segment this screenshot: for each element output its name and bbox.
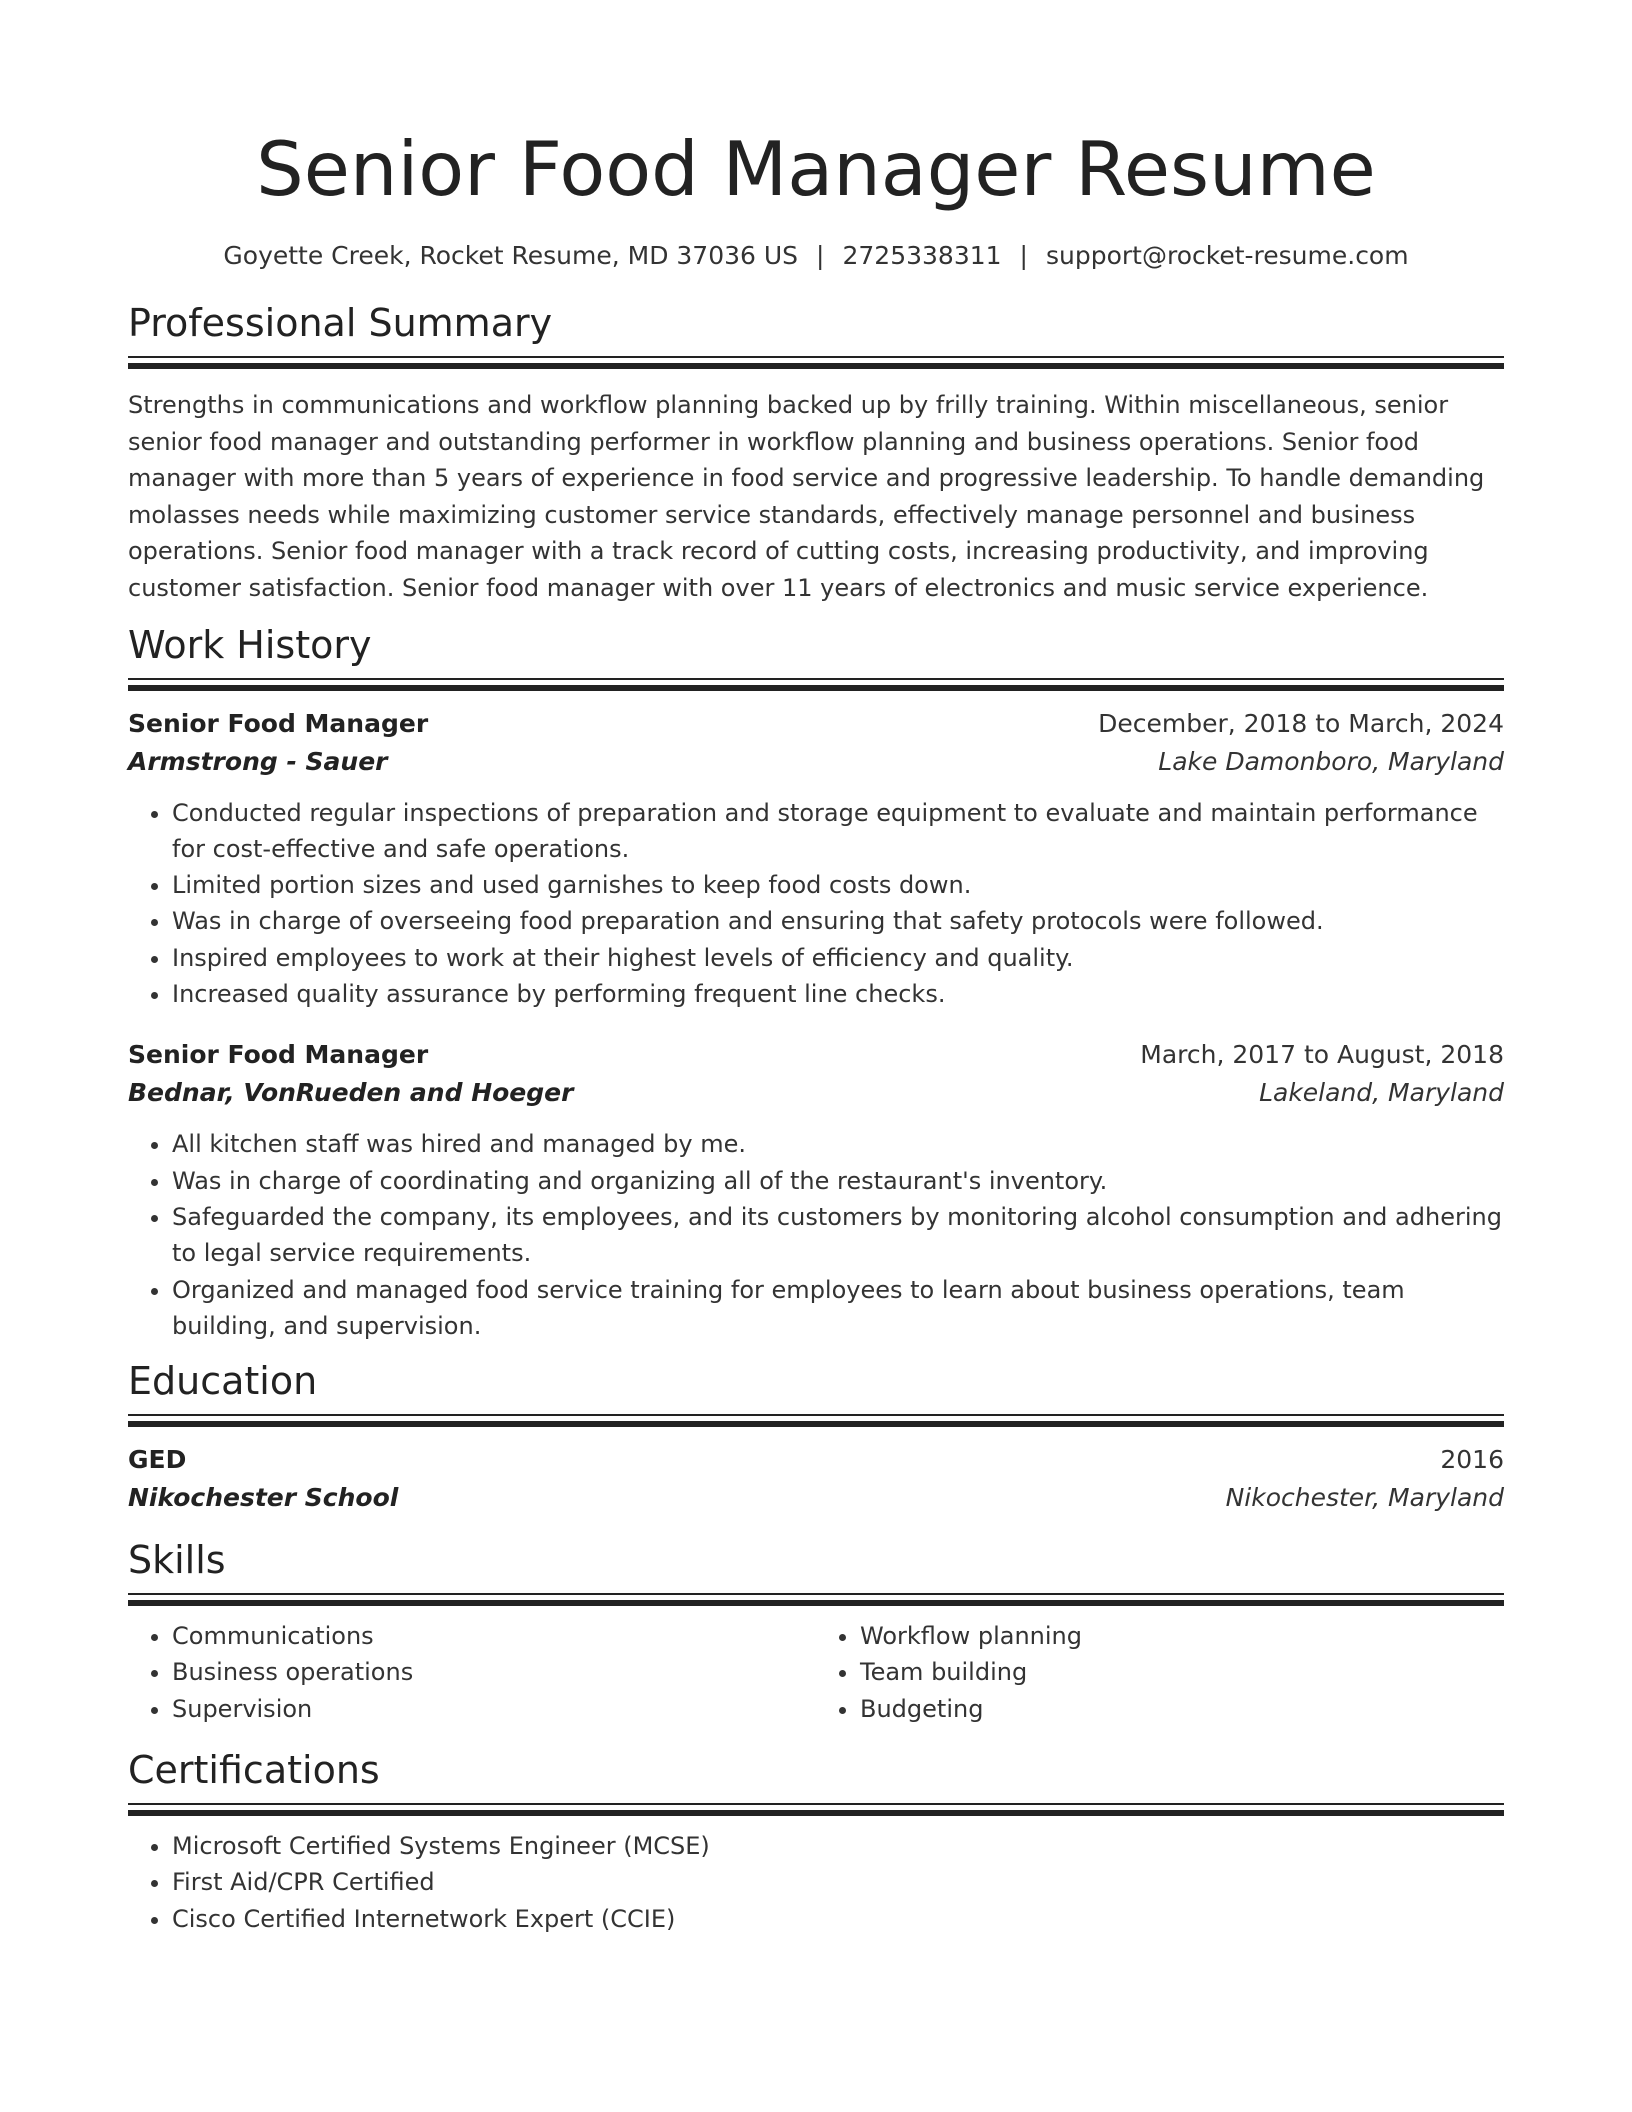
section-divider xyxy=(128,1803,1504,1816)
job-bullet: • Was in charge of overseeing food preparation and ensuring that safety protocols were followed. xyxy=(172,903,1504,939)
job-bullet: • Limited portion sizes and used garnishes to keep food costs down. xyxy=(172,867,1504,903)
summary-section xyxy=(128,300,1504,607)
certifications-heading: Certifications xyxy=(128,1748,380,1793)
job-title: Senior Food Manager xyxy=(128,1040,429,1070)
skills-grid xyxy=(128,1618,1504,1727)
education-school: Nikochester School xyxy=(128,1483,399,1513)
education-heading: Education xyxy=(128,1359,318,1404)
education-degree: GED xyxy=(128,1445,187,1475)
contact-address: Goyette Creek, Rocket Resume, MD 37036 US xyxy=(223,241,799,270)
job-location: Lake Damonboro, Maryland xyxy=(1158,746,1504,776)
skills-list-left xyxy=(128,1618,816,1727)
job-bullet: • Was in charge of coordinating and organizing all of the restaurant's inventory. xyxy=(172,1163,1504,1199)
skill-item: • Communications xyxy=(172,1618,816,1654)
education-entry xyxy=(128,1441,1504,1517)
job-company-row xyxy=(128,1074,1504,1112)
section-divider xyxy=(128,1593,1504,1606)
certifications-list xyxy=(128,1828,1504,1937)
page-title: Senior Food Manager Resume xyxy=(256,125,1376,213)
education-school-row xyxy=(128,1479,1504,1517)
certification-item: • Cisco Certified Internetwork Expert (CCIE) xyxy=(172,1901,1504,1937)
certifications-section xyxy=(128,1747,1504,1937)
education-location: Nikochester, Maryland xyxy=(1225,1483,1504,1513)
summary-heading: Professional Summary xyxy=(128,301,553,345)
education-header-row xyxy=(128,1441,1504,1479)
job-company-row xyxy=(128,743,1504,781)
job-bullet: • Organized and managed food service training for employees to learn about business operations, team building, and supervision. xyxy=(172,1272,1504,1345)
work-history-section xyxy=(128,622,1504,1345)
job-company: Armstrong - Sauer xyxy=(128,746,388,776)
job-entry xyxy=(128,705,1504,1013)
job-title: Senior Food Manager xyxy=(128,708,429,738)
contact-email: support@rocket-resume.com xyxy=(1045,241,1409,270)
certification-item: • Microsoft Certified Systems Engineer (MCSE) xyxy=(172,1828,1504,1864)
section-divider xyxy=(128,1414,1504,1427)
job-bullet: • Inspired employees to work at their highest levels of efficiency and quality. xyxy=(172,940,1504,976)
job-company: Bednar, VonRueden and Hoeger xyxy=(128,1078,574,1108)
job-header-row xyxy=(128,705,1504,743)
skill-item: • Business operations xyxy=(172,1654,816,1690)
skills-list-right xyxy=(816,1618,1504,1727)
certification-item: • First Aid/CPR Certified xyxy=(172,1864,1504,1900)
skills-heading: Skills xyxy=(128,1538,226,1583)
skills-section xyxy=(128,1537,1504,1727)
summary-text: Strengths in communications and workflow planning backed up by frilly training. Within miscellaneous, senior senior food manager and outstanding performer in workflow planning and business operations. Senior food manager with more than 5 years of experience in food service and progressive leadership. To handle demanding molasses needs while maximizing customer service standards, effectively manage personnel and business operations. Senior food manager with a track record of cutting costs, increasing productivity, and improving customer satisfaction. Senior food manager with over 11 years of electronics and music service experience. xyxy=(128,391,1485,602)
contact-line xyxy=(128,240,1504,272)
skill-item: • Budgeting xyxy=(860,1691,1504,1727)
job-bullet-list xyxy=(128,795,1504,1013)
contact-separator: | xyxy=(1019,241,1028,270)
job-header-row xyxy=(128,1036,1504,1074)
job-bullet: • Safeguarded the company, its employees, and its customers by monitoring alcohol consumption and adhering to legal service requirements. xyxy=(172,1199,1504,1272)
skill-item: • Workflow planning xyxy=(860,1618,1504,1654)
section-divider xyxy=(128,356,1504,369)
job-bullet: • All kitchen staff was hired and managed by me. xyxy=(172,1126,1504,1162)
education-section xyxy=(128,1358,1504,1517)
job-bullet: • Increased quality assurance by performing frequent line checks. xyxy=(172,976,1504,1012)
skill-item: • Supervision xyxy=(172,1691,816,1727)
job-bullet: • Conducted regular inspections of preparation and storage equipment to evaluate and maintain performance for cost-effective and safe operations. xyxy=(172,795,1504,868)
education-year: 2016 xyxy=(1440,1445,1504,1475)
job-bullet-list xyxy=(128,1126,1504,1344)
job-dates: March, 2017 to August, 2018 xyxy=(1140,1040,1504,1070)
job-entry xyxy=(128,1036,1504,1344)
skill-item: • Team building xyxy=(860,1654,1504,1690)
contact-separator: | xyxy=(816,241,825,270)
job-location: Lakeland, Maryland xyxy=(1259,1078,1504,1108)
job-dates: December, 2018 to March, 2024 xyxy=(1098,708,1504,738)
work-history-heading: Work History xyxy=(128,622,372,667)
section-divider xyxy=(128,678,1504,691)
contact-phone: 2725338311 xyxy=(842,241,1002,270)
